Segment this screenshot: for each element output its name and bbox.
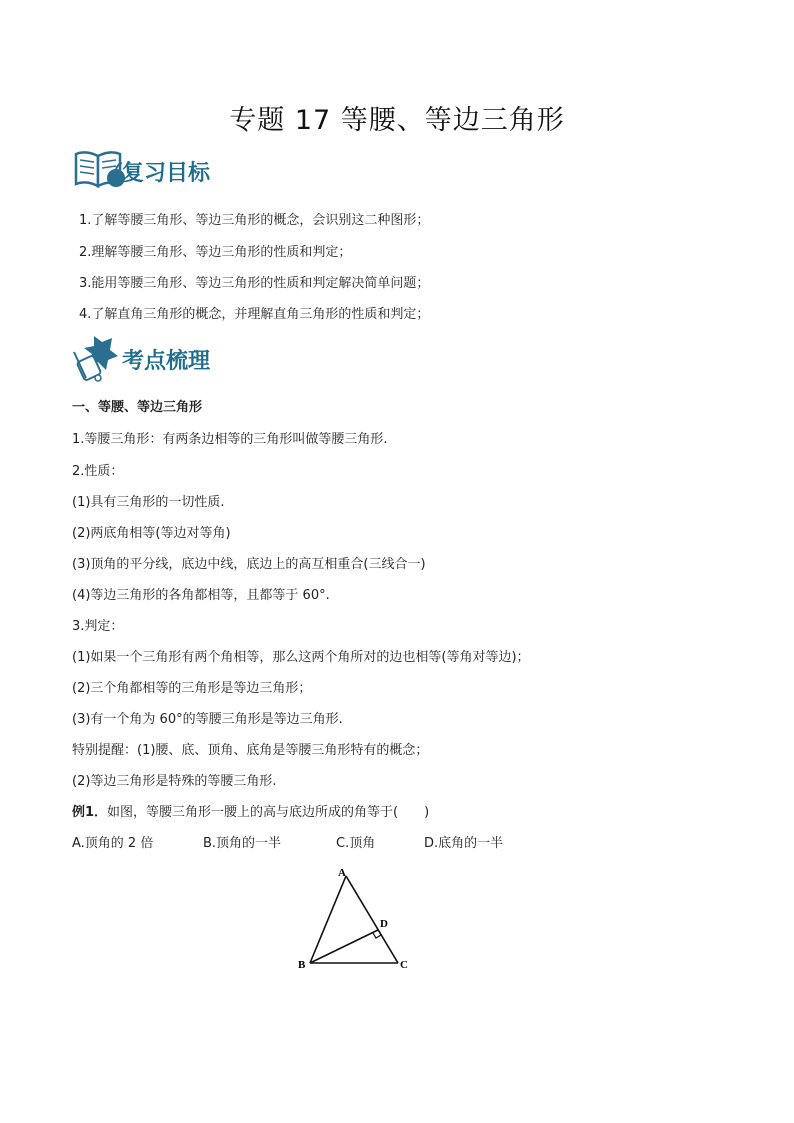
vertex-label-c: C [400,959,408,971]
section-heading: 复习目标 [122,161,211,186]
vertex-label-d: D [380,918,388,930]
content-line: (3)顶角的平分线，底边中线，底边上的高互相重合(三线合一) [72,557,426,572]
goal-item: 4.了解直角三角形的概念，并理解直角三角形的性质和判定； [79,307,430,322]
content-line: (1)如果一个三角形有两个角相等，那么这两个角所对的边也相等(等角对等边)； [72,650,530,665]
triangle-figure [290,862,420,977]
content-line: (1)具有三角形的一切性质. [72,495,225,510]
vertex-label-a: A [338,867,346,879]
subheading: 一、等腰、等边三角形 [72,400,203,415]
content-line: 2.性质： [72,464,124,479]
side-ac [346,876,398,963]
option-b: B.顶角的一半 [203,836,282,851]
side-ab [310,876,346,963]
page-title: 专题 17 等腰、等边三角形 [229,105,565,136]
example-label: 例1． [72,805,108,820]
content-line: 3.判定： [72,619,124,634]
option-a: A.顶角的 2 倍 [72,836,154,851]
section-header-key-points [72,332,272,387]
option-c: C.顶角 [336,836,376,851]
option-d: D.底角的一半 [424,836,504,851]
open-book-apple-icon [72,148,128,192]
leaf-scroll-quill-icon [72,332,122,384]
example-question [72,801,429,820]
content-line: (3)有一个角为 60°的等腰三角形是等边三角形. [72,712,343,727]
content-line: (2)等边三角形是特殊的等腰三角形. [72,774,277,789]
section-heading: 考点梳理 [122,349,211,374]
goal-item: 3.能用等腰三角形、等边三角形的性质和判定解决简单问题； [79,276,430,291]
altitude-bd [310,930,378,963]
content-line: (2)三个角都相等的三角形是等边三角形； [72,681,312,696]
vertex-label-b: B [298,959,306,971]
goal-item: 2.理解等腰三角形、等边三角形的性质和判定； [79,245,352,260]
example-text: 如图，等腰三角形一腰上的高与底边所成的角等于( ) [107,805,430,820]
content-line: (4)等边三角形的各角都相等，且都等于 60°. [72,588,330,603]
content-line: 1.等腰三角形：有两条边相等的三角形叫做等腰三角形. [72,432,388,447]
goal-item: 1.了解等腰三角形、等边三角形的概念，会识别这二种图形； [79,213,430,228]
section-header-review-goals [72,148,272,198]
content-line: 特别提醒：(1)腰、底、顶角、底角是等腰三角形特有的概念； [72,743,429,758]
content-line: (2)两底角相等(等边对等角) [72,526,231,541]
